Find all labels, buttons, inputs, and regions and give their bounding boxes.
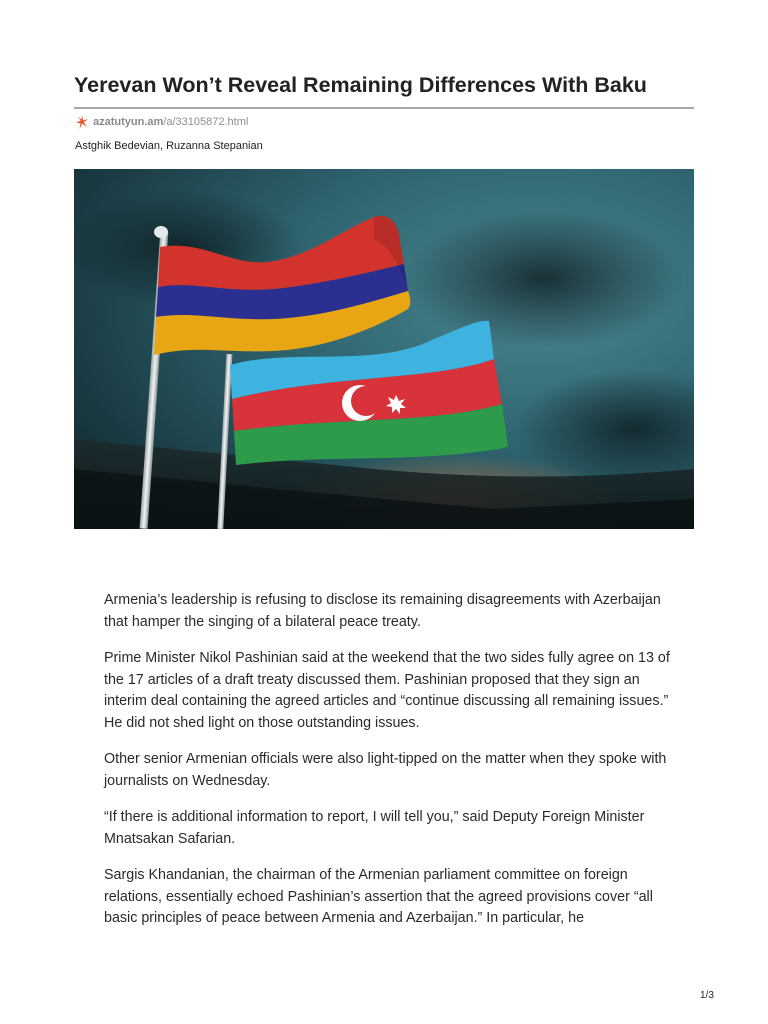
paragraph: Prime Minister Nikol Pashinian said at the weekend that the two sides fully agree on 13 of the 17 articles of a draft treaty discussed them. Pashinian proposed that they sign an interim deal containing the agreed articles and “continue discussing all remaining issues.” He did not shed light on those outstanding issues. (104, 650, 670, 731)
article-authors: Astghik Bedevian, Ruzanna Stepanian (75, 140, 263, 152)
paragraph: Sargis Khandanian, the chairman of the Armenian parliament committee on foreign relations, essentially echoed Pashinian’s assertion that the agreed provisions cover “all basic principles of peace between Armenia and Azerbaijan.” In particular, he (104, 867, 653, 926)
article-body (104, 590, 684, 945)
paragraph: Armenia’s leadership is refusing to disclose its remaining disagreements with Azerbaijan that hamper the singing of a bilateral peace treaty. (104, 592, 661, 630)
paragraph: Other senior Armenian officials were also light-tipped on the matter when they spoke with journalists on Wednesday. (104, 751, 667, 789)
flags-photo (74, 169, 694, 529)
rfe-logo-icon (75, 114, 89, 130)
hero-image (74, 169, 694, 529)
article-title: Yerevan Won’t Reveal Remaining Differences With Baku (74, 73, 647, 97)
source-path[interactable]: /a/33105872.html (163, 116, 249, 128)
paragraph: “If there is additional information to report, I will tell you,” said Deputy Foreign Minister Mnatsakan Safarian. (104, 809, 645, 847)
source-domain[interactable]: azatutyun.am (93, 116, 164, 128)
page-number: 1/3 (700, 990, 714, 1001)
source-link[interactable] (75, 113, 248, 131)
title-divider (74, 107, 694, 109)
